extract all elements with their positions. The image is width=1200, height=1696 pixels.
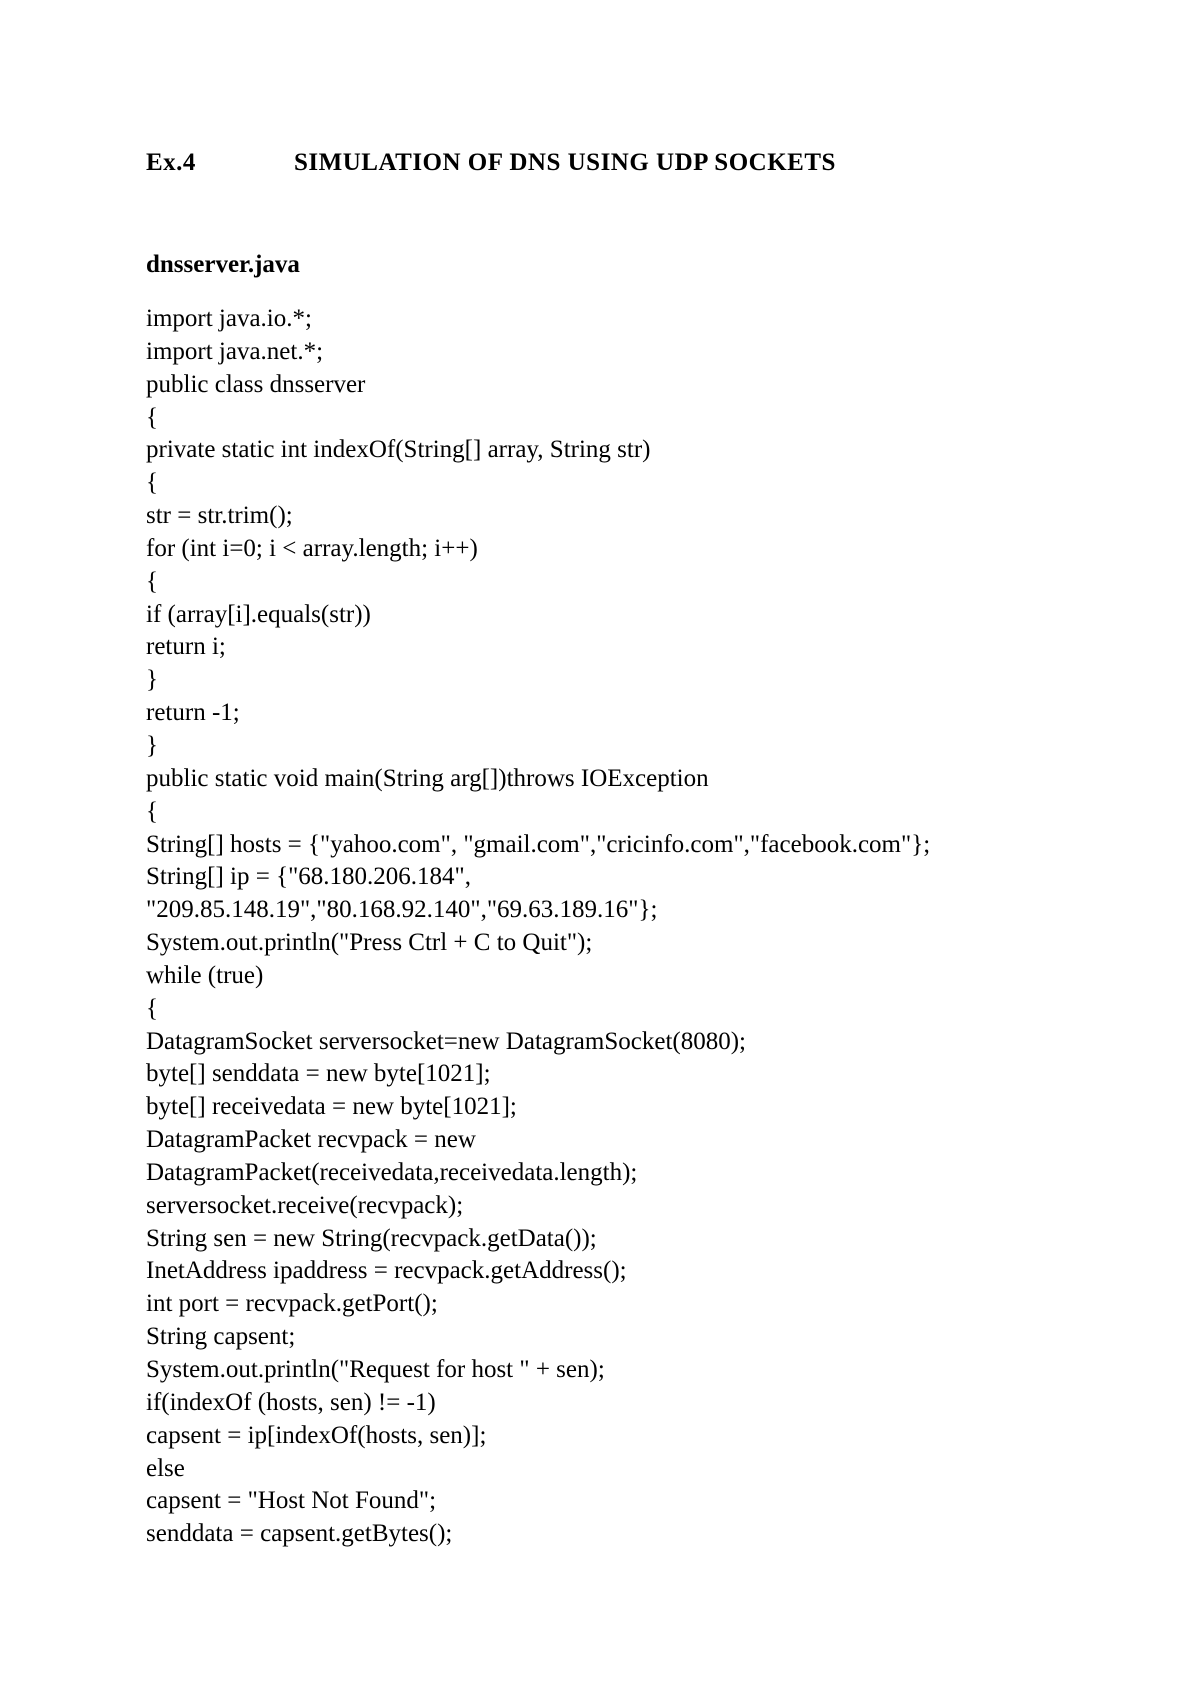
code-line: DatagramPacket(receivedata,receivedata.length); <box>146 1158 638 1186</box>
code-line: while (true) <box>146 961 264 989</box>
code-line: System.out.println("Press Ctrl + C to Quit"); <box>146 929 593 957</box>
code-line: byte[] receivedata = new byte[1021]; <box>146 1093 517 1121</box>
code-line: if (array[i].equals(str)) <box>146 600 371 628</box>
code-line: serversocket.receive(recvpack); <box>146 1191 464 1219</box>
code-line: DatagramSocket serversocket=new DatagramSocket(8080); <box>146 1027 746 1055</box>
code-line: String capsent; <box>146 1323 296 1351</box>
code-line: String[] hosts = {"yahoo.com", "gmail.com","cricinfo.com","facebook.com"}; <box>146 830 931 858</box>
code-line: String[] ip = {"68.180.206.184", <box>146 863 471 891</box>
code-line: byte[] senddata = new byte[1021]; <box>146 1060 491 1088</box>
code-line: public static void main(String arg[])throws IOException <box>146 764 709 792</box>
code-line: capsent = "Host Not Found"; <box>146 1487 437 1515</box>
code-line: int port = recvpack.getPort(); <box>146 1290 438 1318</box>
code-line: { <box>146 994 158 1022</box>
code-line: capsent = ip[indexOf(hosts, sen)]; <box>146 1421 487 1449</box>
code-line: System.out.println("Request for host " + sen); <box>146 1356 605 1383</box>
code-line: if(indexOf (hosts, sen) != -1) <box>146 1388 436 1416</box>
code-line: return i; <box>146 633 226 661</box>
exercise-title: SIMULATION OF DNS USING UDP SOCKETS <box>294 149 836 176</box>
code-line: return -1; <box>146 699 240 727</box>
code-line: { <box>146 797 158 825</box>
code-line: import java.net.*; <box>146 337 324 365</box>
code-line: DatagramPacket recvpack = new <box>146 1126 476 1154</box>
exercise-heading <box>146 149 836 177</box>
code-listing <box>146 303 930 1551</box>
code-line: senddata = capsent.getBytes(); <box>146 1520 453 1548</box>
code-line: } <box>146 731 158 759</box>
code-line: public class dnsserver <box>146 370 366 398</box>
file-name: dnsserver.java <box>146 251 300 278</box>
code-line: "209.85.148.19","80.168.92.140","69.63.189.16"}; <box>146 896 658 924</box>
code-line: for (int i=0; i < array.length; i++) <box>146 534 478 562</box>
code-line: private static int indexOf(String[] array, String str) <box>146 436 651 464</box>
code-line: String sen = new String(recvpack.getData()); <box>146 1224 597 1252</box>
code-line: InetAddress ipaddress = recvpack.getAddress(); <box>146 1257 627 1285</box>
code-line: import java.io.*; <box>146 305 312 332</box>
code-line: str = str.trim(); <box>146 502 293 530</box>
code-line: } <box>146 666 158 694</box>
code-line: else <box>146 1454 185 1482</box>
exercise-number: Ex.4 <box>146 149 196 176</box>
code-line: { <box>146 567 158 595</box>
code-line: { <box>146 469 158 497</box>
code-line: { <box>146 403 158 431</box>
